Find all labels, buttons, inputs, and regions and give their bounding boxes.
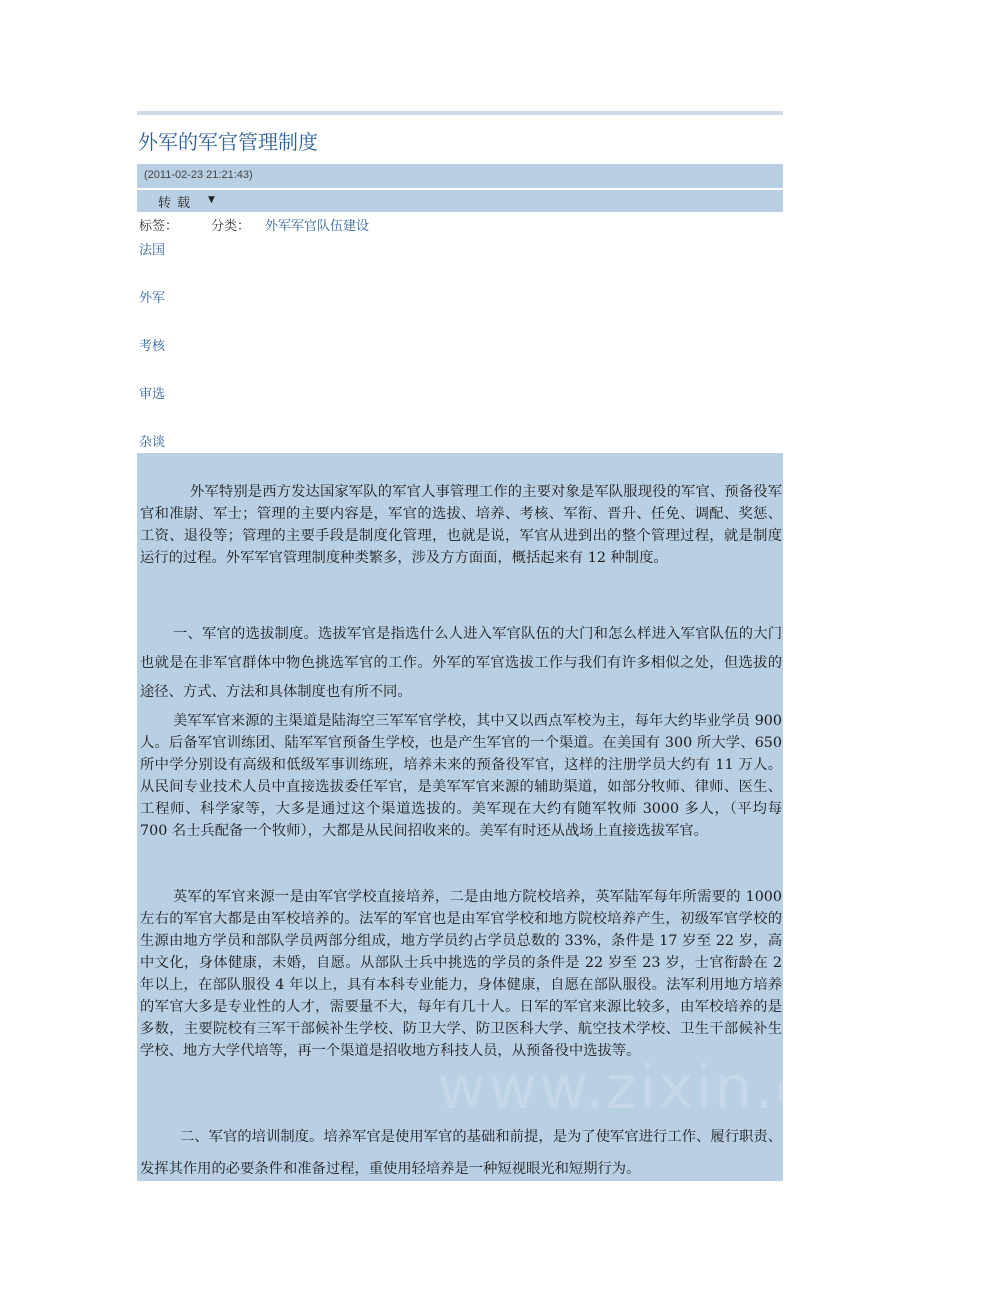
section-2-heading: 二、军官的培训制度。: [180, 1129, 324, 1145]
section-1-heading: 一、军官的选拔制度: [173, 626, 304, 642]
us-army-paragraph: 美军军官来源的主渠道是陆海空三军军官学校，其中又以西点军校为主，每年大约毕业学员 900 人。后备军官训练团、陆军军官预备生学校，也是产生军官的一个渠道。在美国有 300 所大学、650 所中学分别设有高级和低级军事训练班，培养未来的预备役军官，这样的注册学员大约有 11 万人。从民间专业技术人员中直接选拔委任军官，是美军军官来源的辅助渠道，如部分牧师、律师、医生、工程师、科学家等，大多是通过这个渠道选拔的。美军现在大约有随军牧师 3000 多人，（平均每 700 名士兵配备一个牧师），大都是从民间招收来的。美军有时还从战场上直接选拔军官。: [140, 713, 782, 839]
meta-bar: [137, 164, 783, 188]
tag-link[interactable]: 审选: [139, 387, 166, 402]
repost-bar[interactable]: [137, 190, 783, 212]
tag-category-line: [139, 215, 370, 234]
category-label: 分类：: [211, 219, 251, 234]
watermark: www.zixin.com.cn: [437, 1053, 1005, 1123]
top-divider: [137, 111, 783, 115]
section-2-text: 培养军官是使用军官的基础和前提，是为了使军官进行工作、履行职责、发挥其作用的必要条件和准备过程，重使用轻培养是一种短视眼光和短期行为。: [140, 1129, 782, 1177]
post-date: (2011-02-23 21:21:43): [144, 169, 253, 181]
dropdown-arrow-icon[interactable]: ▼: [208, 195, 215, 205]
tag-link[interactable]: 杂谈: [139, 435, 166, 450]
article-body: [137, 453, 1005, 1181]
section-1-text: 。选拔军官是指选什么人进入军官队伍的大门和怎么样进入军官队伍的大门也就是在非军官群体中物色挑选军官的工作。外军的军官选拔工作与我们有许多相似之处，但选拔的途径、方式、方法和具体制度也有所不同。: [140, 626, 782, 700]
tag-link[interactable]: 法国: [139, 243, 166, 258]
intro-paragraph: 外军特别是西方发达国家军队的军官人事管理工作的主要对象是军队服现役的军官、预备役军官和准尉、军士；管理的主要内容是，军官的选拔、培养、考核、军衔、晋升、任免、调配、奖惩、工资、退役等；管理的主要手段是制度化管理，也就是说，军官从进到出的整个管理过程，就是制度运行的过程。外军军官管理制度种类繁多，涉及方方面面，概括起来有 12 种制度。: [140, 484, 782, 566]
tag-link[interactable]: 外军: [139, 291, 166, 306]
section-2-paragraph: [140, 1121, 782, 1185]
tag-link[interactable]: 考核: [139, 339, 166, 354]
category-link[interactable]: 外军军官队伍建设: [265, 219, 370, 234]
uk-fr-jp-paragraph: 英军的军官来源一是由军官学校直接培养，二是由地方院校培养，英军陆军每年所需要的 1000 左右的军官大都是由军校培养的。法军的军官也是由军官学校和地方院校培养产生，初级军官学校的生源由地方学员和部队学员两部分组成，地方学员约占学员总数的 33%，条件是 17 岁至 22 岁，高中文化，身体健康，未婚，自愿。从部队士兵中挑选的学员的条件是 22 岁至 23 岁，士官衔龄在 2 年以上，在部队服役 4 年以上，具有本科专业能力，身体健康，自愿在部队服役。法军利用地方培养的军官大多是专业性的人才，需要量不大，每年有几十人。日军的军官来源比较多，由军校培养的是多数，主要院校有三军干部候补生学校、防卫大学、防卫医科大学、航空技术学校、卫生干部候补生学校、地方大学代培等，再一个渠道是招收地方科技人员，从预备役中选拔等。: [140, 889, 782, 1059]
tags-label: 标签：: [139, 219, 179, 234]
section-1-paragraph: [140, 620, 782, 707]
page-title: 外军的军官管理制度: [138, 130, 318, 154]
repost-button[interactable]: 转载: [158, 196, 197, 211]
